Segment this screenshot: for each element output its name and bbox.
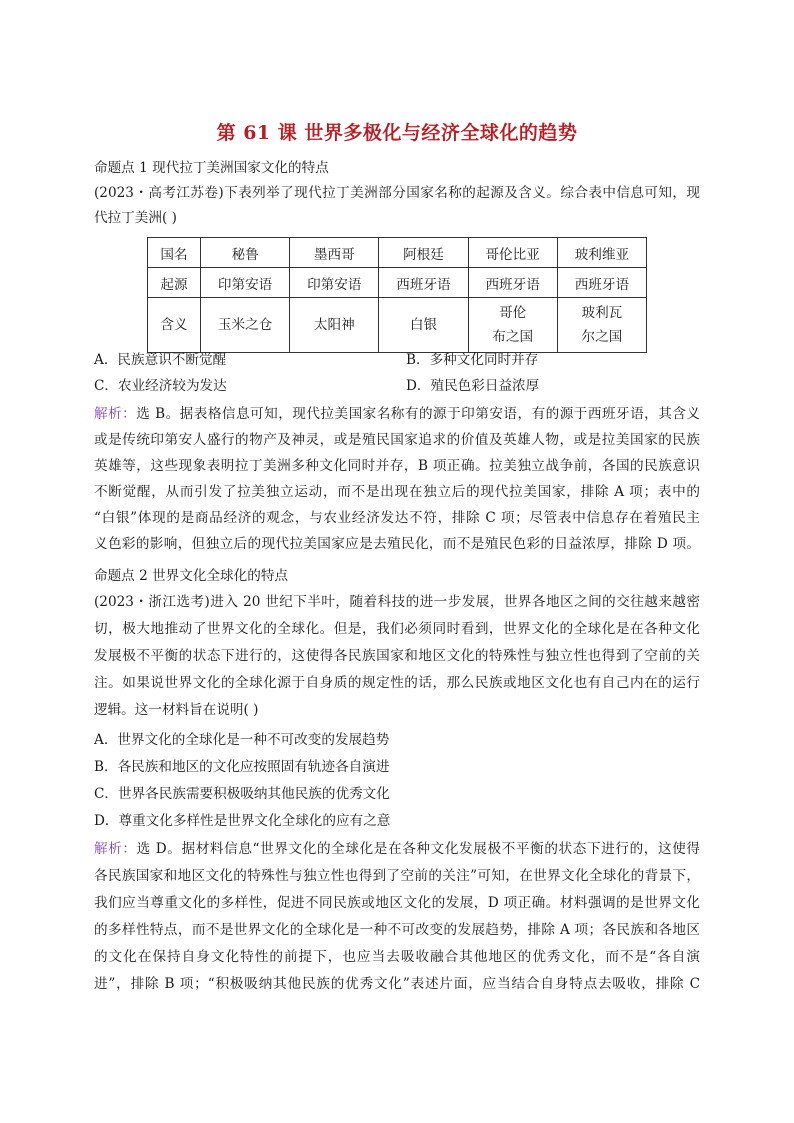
- table-cell: 含义: [148, 298, 201, 353]
- table-cell: [557, 298, 646, 353]
- q2-heading: 命题点 2 世界文化全球化的特点: [94, 568, 289, 584]
- analysis-label: 解析：: [94, 406, 137, 422]
- table-cell: 白银: [379, 298, 468, 353]
- q2-option-c: C．世界各民族需要积极吸纳其他民族的优秀文化: [94, 786, 390, 802]
- q1-stem-line-1: (2023・高考江苏卷)下表列举了现代拉丁美洲部分国家名称的起源及含义。综合表中信息可知，现: [94, 185, 700, 201]
- table-cell: 玻利维亚: [557, 238, 646, 268]
- table-row: [148, 298, 647, 353]
- q1-analysis-line-5: “白银”体现的是商品经济的观念，与农业经济发达不符，排除 C 项；尽管表中信息存在着殖民主: [94, 510, 700, 526]
- table-cell: 西班牙语: [557, 268, 646, 298]
- q1-stem-line-2: 代拉丁美洲( ): [94, 210, 177, 226]
- q2-stem-line-4: 注。如果说世界文化的全球化源于自身质的规定性的话，那么民族或地区文化也有自己内在的运行: [94, 675, 700, 691]
- table-row: [148, 238, 647, 268]
- q2-stem-line-2: 切，极大地推动了世界文化的全球化。但是，我们必须同时看到，世界文化的全球化是在各种文化: [94, 621, 700, 637]
- table-cell: 西班牙语: [379, 268, 468, 298]
- table-cell: 印第安语: [290, 268, 379, 298]
- cell-line: 尔之国: [581, 329, 623, 345]
- table-cell: 玉米之仓: [201, 298, 290, 353]
- lesson-title: 第 61 课 世界多极化与经济全球化的趋势: [216, 122, 578, 144]
- q2-analysis-line-3: 我们应当尊重文化的多样性，促进不同民族或地区文化的发展，D 项正确。材料强调的是世界文化: [94, 895, 700, 911]
- q1-analysis-line-2: 或是传统印第安人盛行的物产及神灵，或是殖民国家追求的价值及英雄人物，或是拉美国家的民族: [94, 432, 700, 448]
- q2-analysis-line-4: 的多样性特点，而不是世界文化的全球化是一种不可改变的发展趋势，排除 A 项；各民族和各地区: [94, 922, 700, 938]
- q2-option-b: B．各民族和地区的文化应按照固有轨迹各自演进: [94, 759, 390, 775]
- analysis-label: 解析：: [94, 841, 137, 857]
- cell-line: 玻利瓦: [581, 305, 623, 321]
- table-cell: 国名: [148, 238, 201, 268]
- table-row: [148, 268, 647, 298]
- analysis-text: 选 D。据材料信息“世界文化的全球化是在各种文化发展极不平衡的状态下进行的，这使得: [136, 841, 701, 857]
- cell-line: 布之国: [492, 329, 534, 345]
- q2-analysis-line-2: 各民族国家和地区文化的特殊性与独立性也得到了空前的关注”可知，在世界文化全球化的背景下，: [94, 868, 700, 884]
- table-cell: 墨西哥: [290, 238, 379, 268]
- q2-option-a: A．世界文化的全球化是一种不可改变的发展趋势: [94, 732, 390, 748]
- table-cell: 起源: [148, 268, 201, 298]
- table-cell: 印第安语: [201, 268, 290, 298]
- q1-option-b: B．多种文化同时并存: [406, 352, 539, 368]
- q1-analysis-line-1: [94, 404, 700, 424]
- q2-stem-line-3: 发展极不平衡的状态下进行的，这使得各民族国家和地区文化的特殊性与独立性也得到了空前的关: [94, 648, 700, 664]
- q2-option-d: D．尊重文化多样性是世界文化全球化的应有之意: [94, 813, 391, 829]
- table-cell: 哥伦比亚: [468, 238, 557, 268]
- q1-analysis-line-6: 义色彩的影响，但独立后的现代拉美国家应是去殖民化，而不是殖民色彩的日益浓厚，排除 D 项。: [94, 536, 700, 552]
- q2-analysis-line-1: [94, 839, 700, 859]
- q2-stem-line-1: (2023・浙江选考)进入 20 世纪下半叶，随着科技的进一步发展，世界各地区之间的交往越来越密: [94, 594, 700, 610]
- q1-analysis-line-3: 英雄等，这些现象表明拉丁美洲多种文化同时并存，B 项正确。拉美独立战争前，各国的民族意识: [94, 458, 700, 474]
- country-name-table: [147, 237, 647, 353]
- q1-option-c: C．农业经济较为发达: [94, 378, 227, 394]
- q2-analysis-line-6: 进”，排除 B 项；“积极吸纳其他民族的优秀文化”表述片面，应当结合自身特点去吸收，排除 C: [94, 976, 700, 992]
- table-cell: [468, 298, 557, 353]
- q1-heading: 命题点 1 现代拉丁美洲国家文化的特点: [94, 160, 329, 176]
- cell-line: 哥伦: [499, 305, 527, 321]
- q2-stem-line-5: 逻辑。这一材料旨在说明( ): [94, 702, 259, 718]
- table-cell: 西班牙语: [468, 268, 557, 298]
- table-cell: 阿根廷: [379, 238, 468, 268]
- q2-analysis-line-5: 的文化在保持自身文化特性的前提下，也应当去吸收融合其他地区的优秀文化，而不是“各自演: [94, 949, 700, 965]
- table-cell: 秘鲁: [201, 238, 290, 268]
- q1-option-d: D．殖民色彩日益浓厚: [406, 378, 540, 394]
- q1-analysis-line-4: 不断觉醒，从而引发了拉美独立运动，而不是出现在独立后的现代拉美国家，排除 A 项；表中的: [94, 484, 700, 500]
- q1-option-a: A．民族意识不断觉醒: [94, 352, 227, 368]
- analysis-text: 选 B。据表格信息可知，现代拉美国家名称有的源于印第安语，有的源于西班牙语，其含义: [136, 406, 701, 422]
- table-cell: 太阳神: [290, 298, 379, 353]
